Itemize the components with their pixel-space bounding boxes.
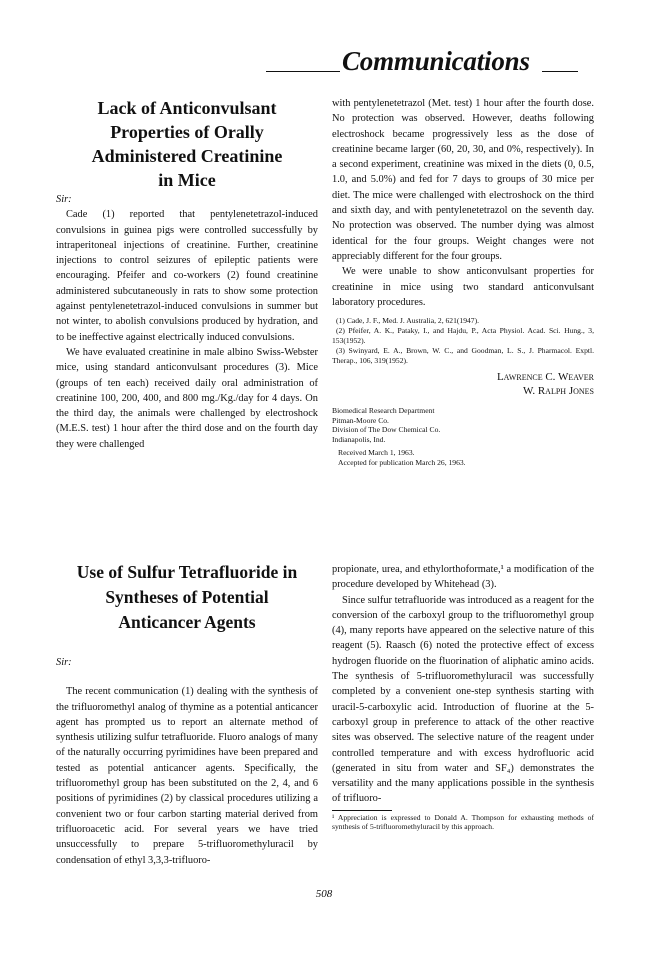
reference-item: (2) Pfeifer, A. K., Pataky, I., and Hajdu, P., Acta Physiol. Acad. Sci. Hung., 3, 153(1952). <box>332 326 594 346</box>
footnote-rule <box>332 810 392 811</box>
article1-left-column <box>56 94 318 452</box>
article1-title-line: Properties of Orally <box>110 122 264 142</box>
accepted-date: Accepted for publication March 26, 1963. <box>338 457 466 467</box>
author-name: Lawrence C. Weaver <box>496 371 594 384</box>
article2-left-column <box>56 560 318 868</box>
article2-title-line: Anticancer Agents <box>118 612 256 632</box>
affiliation-line: Biomedical Research Department <box>332 406 435 416</box>
article1-title-line: in Mice <box>158 170 216 190</box>
article2-right-column <box>332 562 594 832</box>
affiliation-line: Division of The Dow Chemical Co. <box>332 425 441 435</box>
reference-item: (1) Cade, J. F., Med. J. Australia, 2, 621(1947). <box>336 316 480 326</box>
article1-salutation: Sir: <box>56 194 72 205</box>
author-name: W. Ralph Jones <box>522 385 594 398</box>
article1-paragraph: Cade (1) reported that pentylenetetrazol-induced convulsions in guinea pigs were controlled successfully by intraperitoneal injections of creatinine. Further, creatinine injections to control seizures of epileptic patients were encouraging. Pfeifer and co-workers (2) found creatinine administered subcutaneously in rats to show some protection against pentylenetetrazol-induced convulsions in summer but not winter, to abolish convulsions produced by hydration, and to be ineffective against electrically induced convulsions. <box>56 209 318 343</box>
received-date: Received March 1, 1963. <box>338 448 415 458</box>
affiliation-line: Indianapolis, Ind. <box>332 434 386 444</box>
article1-right-column <box>332 96 594 467</box>
article1-title-line: Administered Creatinine <box>91 146 283 166</box>
article1-paragraph: We have evaluated creatinine in male albino Swiss-Webster mice, using standard anticonvulsant procedures (3). Mice (groups of ten each) received daily oral administration of creatinine 100, 200, 400, and 800 mg./Kg./day for 4 days. On the third day, the animals were challenged by electroshock (M.E.S. test) 1 hour after the third dose and on the fourth day they were challenged <box>56 346 318 450</box>
article2-paragraph: propionate, urea, and ethylorthoformate,¹ a modification of the procedure developed by Whitehead (3). <box>332 564 594 591</box>
article2-paragraph: The recent communication (1) dealing with the synthesis of the trifluoromethyl analog of thymine as a potential anticancer agent has prompted us to report an alternate method of synthesis utilizing sulfur tetrafluoride. Fluoro analogs of many of the naturally occurring pyrimidines have been prepared and tested as potential anticancer agents. Specifically, the trifluoromethyl group has been substituted on the 2, 4, and 6 positions of pyrimidines (2) by classical procedures utilizing a convenient two or four carbon starting material derived from trifluoroacetic acid. For several years we have tried unsuccessfully to prepare 5-trifluoromethyluracil by condensation of ethyl 3,3,3-trifluoro- <box>56 686 318 866</box>
article2-title <box>56 560 318 635</box>
article1-title-line: Lack of Anticonvulsant <box>97 98 277 118</box>
article1-affiliation <box>332 406 594 444</box>
article2-title-line: Syntheses of Potential <box>105 587 269 607</box>
article2-salutation: Sir: <box>56 657 72 668</box>
article1-references <box>332 316 594 366</box>
article1-authors <box>332 370 594 398</box>
article2-title-line: Use of Sulfur Tetrafluoride in <box>76 562 298 582</box>
article2-footnote: ¹ Appreciation is expressed to Donald A. Thompson for exhausting methods of synthesis of 5-trifluoromethyluracil by this approach. <box>332 812 594 832</box>
section-header <box>266 42 588 82</box>
header-rule-left <box>266 71 340 72</box>
article1-title <box>56 96 318 192</box>
header-rule-right <box>542 71 578 72</box>
article1-dates <box>332 448 594 467</box>
article2-paragraph: Since sulfur tetrafluoride was introduced as a reagent for the conversion of the carboxyl group to the trifluoromethyl group (4), many reports have appeared on the selective nature of this reagent (5). Raasch (6) noted the protective effect of excess hydrogen fluoride on the fluorination of aliphatic amino acids. The synthesis of 5-trifluoromethyluracil was successfully completed by a convenient one-step synthesis starting with uracil-5-carboxylic acid. Introduction of fluorine at the 5-carboxyl group in preference to attack of the other reactive sites was observed. The selective nature of the reagent under controlled temperature and with excess hydrofluoric acid (generated in situ from water and SF₄) demonstrates the versatility and the many applications possible in the synthesis of trifluoro- <box>332 594 594 805</box>
page-number: 508 <box>315 888 333 900</box>
article1-paragraph: with pentylenetetrazol (Met. test) 1 hour after the fourth dose. No protection was observed. However, deaths following electroshock became progressively less as the dose of creatinine became larger (60, 20, 30, and 0%, respectively). In a second experiment, creatinine was mixed in the diets (0, 0.5, 1.0, and 5.0%) and fed for 7 days to groups of 30 mice per diet. The mice were challenged with electroshock on the third and sixth day, and with pentylenetetrazol on the seventh day. No protection was observed. The number dying was almost identical for the four groups. Weight changes were not appreciably different for the four groups. <box>332 98 594 262</box>
reference-item: (3) Swinyard, E. A., Brown, W. C., and Goodman, L. S., J. Pharmacol. Exptl. Therap., 106, 319(1952). <box>332 346 594 366</box>
affiliation-line: Pitman-Moore Co. <box>332 415 389 425</box>
section-title: Communications <box>342 46 530 76</box>
article1-paragraph: We were unable to show anticonvulsant properties for creatinine in mice using two standard anticonvulsant laboratory procedures. <box>332 266 594 308</box>
